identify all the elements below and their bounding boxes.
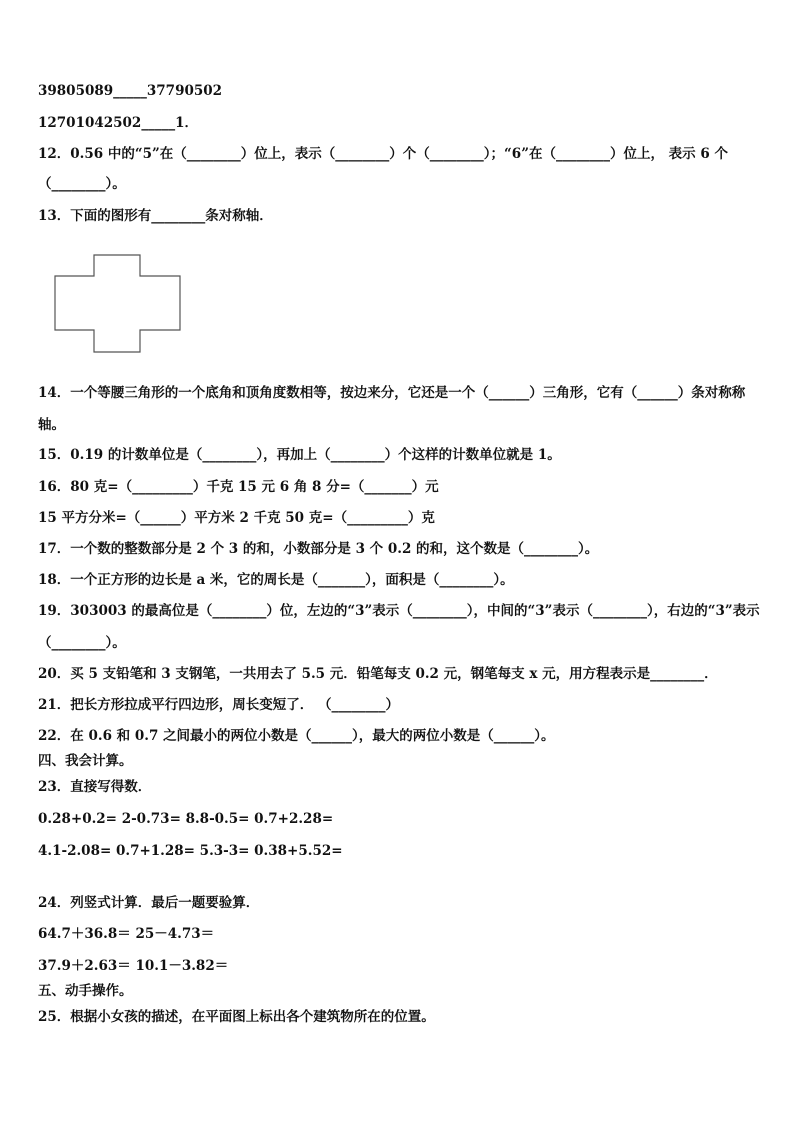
question-16-line-2: 15 平方分米=（______）平方米 2 千克 50 克=（_________）克 (38, 510, 435, 526)
cross-shape-figure (54, 254, 181, 353)
question-14-line-2: 轴。 (38, 417, 65, 433)
question-24: 24．列竖式计算．最后一题要验算． (38, 895, 260, 911)
question-21: 21．把长方形拉成平行四边形，周长变短了． （________） (38, 697, 399, 713)
question-19-line-1: 19．303003 的最高位是（________）位，左边的“3”表示（________），中间的“3”表示（________），右边的“3”表示 (38, 603, 760, 619)
question-23: 23．直接写得数． (38, 779, 152, 795)
question-15: 15．0.19 的计数单位是（________），再加上（________）个这样的计数单位就是 1。 (38, 447, 561, 463)
question-16-line-1: 16．80 克=（_________）千克 15 元 6 角 8 分=（_______）元 (38, 479, 439, 495)
section-5-heading: 五、动手操作。 (38, 983, 133, 999)
question-20: 20．买 5 支铅笔和 3 支钢笔，一共用去了 5.5 元．铅笔每支 0.2 元，钢笔每支 x 元，用方程表示是________． (38, 666, 718, 682)
question-24-row-1: 64.7＋36.8＝ 25－4.73＝ (38, 926, 215, 942)
question-22: 22．在 0.6 和 0.7 之间最小的两位小数是（______），最大的两位小数是（______）。 (38, 728, 555, 744)
question-12-line-1: 12．0.56 中的“5”在（________）位上，表示（________）个（________）；“6”在（________）位上， 表示 6 个 (38, 146, 728, 162)
question-12-line-2: （________）。 (38, 176, 126, 192)
section-4-heading: 四、我会计算。 (38, 753, 133, 769)
question-14-line-1: 14．一个等腰三角形的一个底角和顶角度数相等，按边来分，它还是一个（______）三角形，它有（______）条对称称 (38, 385, 746, 401)
question-18: 18．一个正方形的边长是 a 米，它的周长是（_______），面积是（________）。 (38, 572, 514, 588)
question-23-row-2: 4.1-2.08= 0.7+1.28= 5.3-3= 0.38+5.52= (38, 843, 343, 859)
question-25: 25．根据小女孩的描述，在平面图上标出各个建筑物所在的位置。 (38, 1009, 435, 1025)
question-13: 13．下面的图形有________条对称轴． (38, 208, 273, 224)
number-compare-2: 12701042502_____1． (38, 115, 198, 131)
number-compare-1: 39805089_____37790502 (38, 83, 223, 99)
question-23-row-1: 0.28+0.2= 2-0.73= 8.8-0.5= 0.7+2.28= (38, 811, 334, 827)
question-24-row-2: 37.9＋2.63＝ 10.1－3.82＝ (38, 958, 229, 974)
question-17: 17．一个数的整数部分是 2 个 3 的和，小数部分是 3 个 0.2 的和，这个数是（________）。 (38, 541, 599, 557)
question-19-line-2: （________）。 (38, 635, 126, 651)
